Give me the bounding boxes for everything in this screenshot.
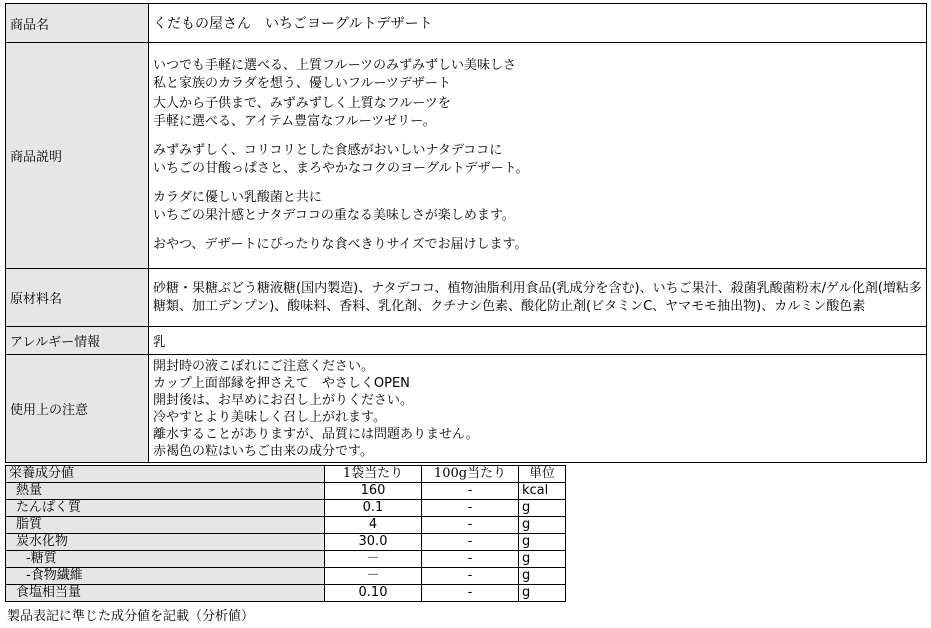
per-100g-value: - [422,483,519,500]
desc-para [153,236,922,254]
unit-value: g [519,568,566,585]
table-row [6,568,566,585]
desc-line: みずみずしく、コリコリとした食感がおいしいナタデココに [153,143,503,159]
ingredients-label: 原材料名 [6,269,149,327]
product-info-table [5,3,927,463]
nutrient-name: -糖質 [6,551,325,568]
per-100g-value: - [422,500,519,517]
desc-line: 大人から子供まで、みずみずしく上質なフルーツを [153,96,451,112]
desc-para [153,95,922,130]
note-line: 開封時の液こぼれにご注意ください。 [153,358,375,374]
unit-value: g [519,500,566,517]
per-pack-value: 4 [325,517,422,534]
table-row [6,585,566,602]
row-ingredients [6,269,927,327]
nutrient-name: 脂質 [6,517,325,534]
desc-line: いちごの甘酸っぱさと、まろやかなコクのヨーグルトデザート。 [153,160,529,176]
description [149,43,927,269]
per-pack-value: 160 [325,483,422,500]
unit-value: g [519,534,566,551]
row-allergy [6,327,927,355]
desc-para [153,189,922,224]
notes-label: 使用上の注意 [6,355,149,463]
unit-value: g [519,517,566,534]
per-100g-value: - [422,551,519,568]
per-pack-value: － [325,568,422,585]
product-name-label: 商品名 [6,4,149,43]
per-100g-value: - [422,517,519,534]
table-row [6,517,566,534]
desc-line: カラダに優しい乳酸菌と共に [153,190,322,206]
nutrient-name: 食塩相当量 [6,585,325,602]
desc-para [153,57,922,92]
allergy: 乳 [149,327,927,355]
per-100g-value: - [422,534,519,551]
note-line: カップ上面部縁を押さえて やさしくOPEN [153,375,410,391]
desc-line: おやつ、デザートにぴったりな食べきりサイズでお届けします。 [153,237,528,253]
per-pack-value: 0.10 [325,585,422,602]
row-notes [6,355,927,463]
nutrition-table [5,465,566,602]
unit-value: kcal [519,483,566,500]
unit-value: g [519,551,566,568]
nutrition-footnote: 製品表記に準じた成分値を記載（分析値） [7,609,255,624]
col-unit: 単位 [519,466,566,483]
ingredients: 砂糖・果糖ぶどう糖液糖(国内製造)、ナタデココ、植物油脂利用食品(乳成分を含む)、いちご果汁、殺菌乳酸菌粉末/ゲル化剤(増粘多糖類、加工デンプン)、酸味料、香料、乳化剤、クチナシ色素、酸化防止剤(ビタミンC、ヤマモモ抽出物)、カルミン酸色素 [149,269,927,327]
table-row [6,500,566,517]
desc-line: いちごの果汁感とナタデココの重なる美味しさが楽しめます。 [153,207,515,223]
allergy-label: アレルギー情報 [6,327,149,355]
row-description [6,43,927,269]
note-line: 開封後は、お早めにお召し上がりください。 [153,392,414,408]
table-row [6,483,566,500]
table-row [6,534,566,551]
per-100g-value: - [422,568,519,585]
notes [149,355,927,463]
nutrient-name: たんぱく質 [6,500,325,517]
per-100g-value: - [422,585,519,602]
note-line: 冷やすとより美味しく召し上がれます。 [153,409,386,425]
table-row [6,551,566,568]
desc-line: 私と家族のカラダを想う、優しいフルーツデザート [153,75,451,91]
per-pack-value: 30.0 [325,534,422,551]
col-per-100g: 100g当たり [422,466,519,483]
nutrition-title: 栄養成分値 [6,466,325,483]
product-name: くだもの屋さん いちごヨーグルトデザート [149,4,927,43]
nutrition-header-row [6,466,566,483]
row-product-name [6,4,927,43]
desc-line: いつでも手軽に選べる、上質フルーツのみずみずしい美味しさ [153,58,516,74]
per-pack-value: 0.1 [325,500,422,517]
col-per-pack: 1袋当たり [325,466,422,483]
note-line: 離水することがありますが、品質には問題ありません。 [153,426,479,442]
per-pack-value: － [325,551,422,568]
nutrient-name: -食物繊維 [6,568,325,585]
unit-value: g [519,585,566,602]
desc-para [153,142,922,177]
nutrient-name: 熱量 [6,483,325,500]
desc-line: 手軽に選べる、アイテム豊富なフルーツゼリー。 [153,113,436,129]
description-label: 商品説明 [6,43,149,269]
nutrient-name: 炭水化物 [6,534,325,551]
note-line: 赤褐色の粒はいちご由来の成分です。 [153,443,373,459]
